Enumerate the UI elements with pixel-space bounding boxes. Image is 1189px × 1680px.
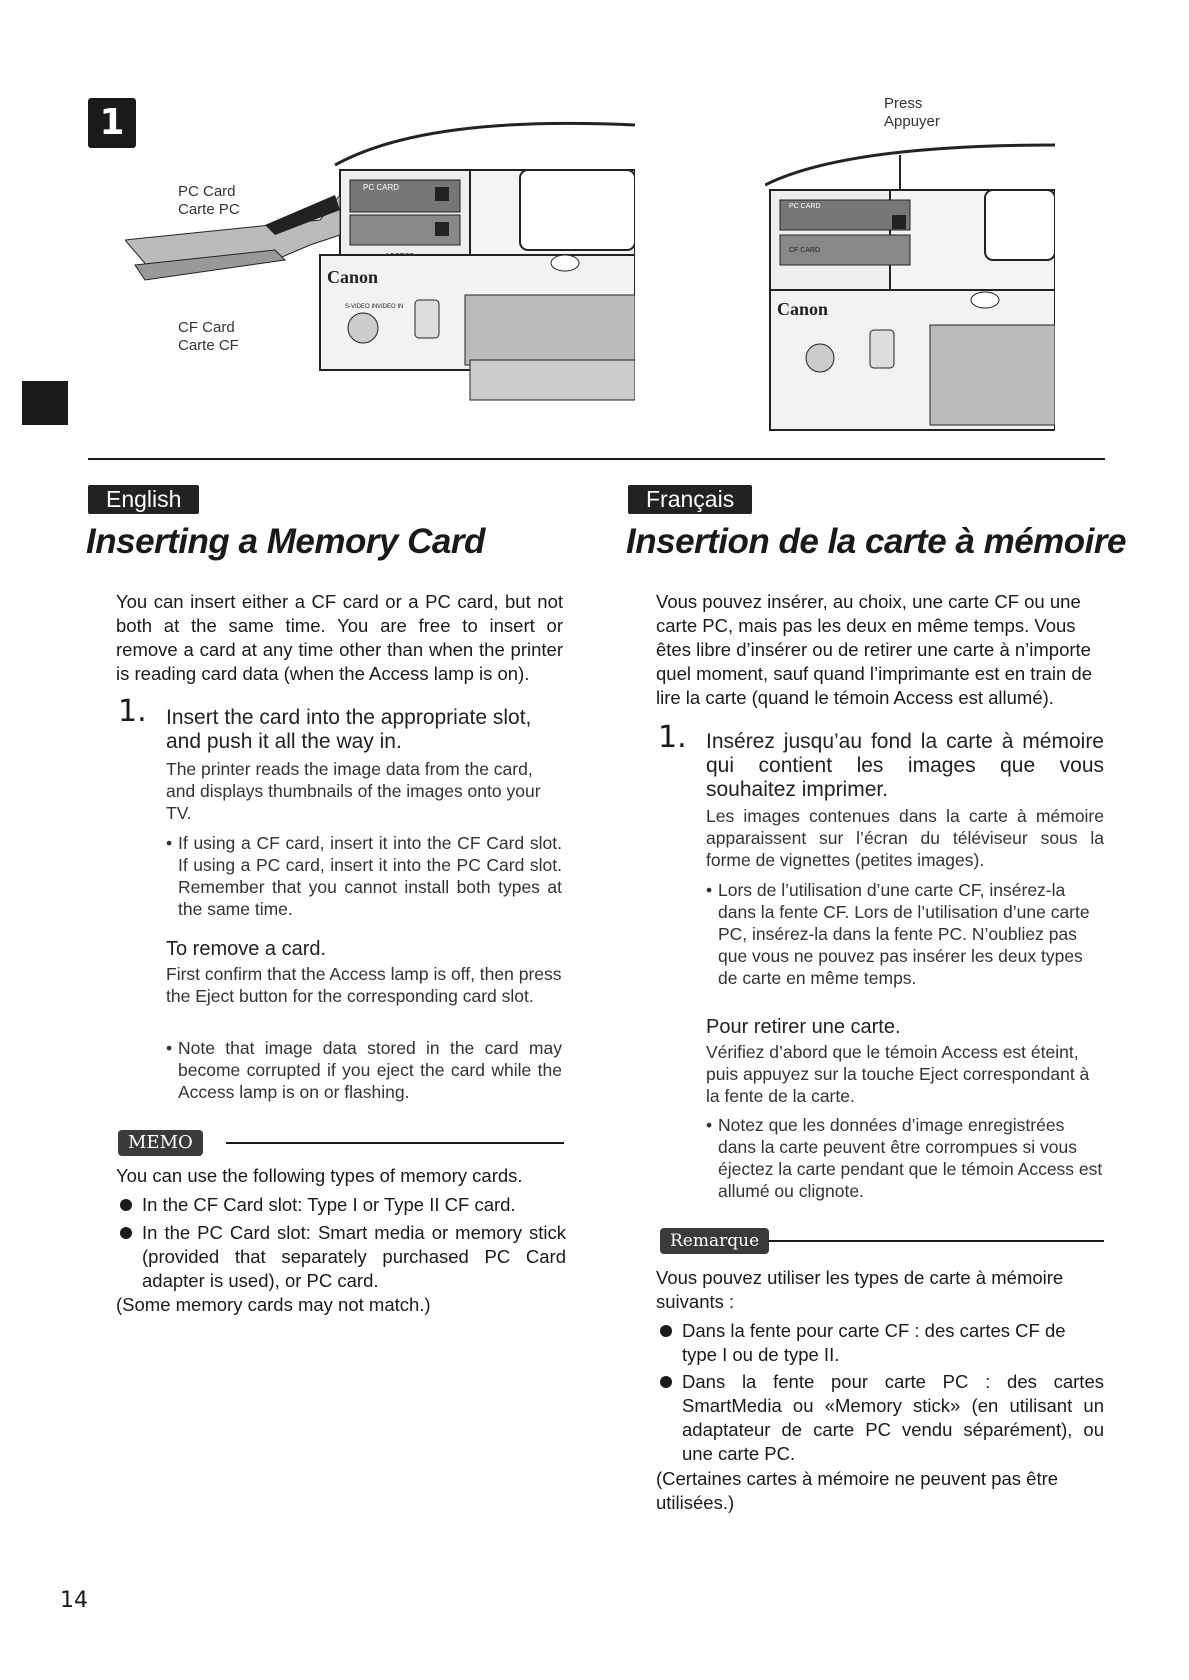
step-heading-french: Insérez jusqu’au fond la carte à mémoire qui contient les images que vous souhaitez imprimer. bbox=[706, 730, 1104, 801]
step-heading-english: Insert the card into the appropriate slot, and push it all the way in. bbox=[166, 706, 532, 753]
memo-item-text: Dans la fente pour carte PC : des cartes SmartMedia ou «Memory stick» (en utilisant un adaptateur de carte PC vendu séparément), ou une carte PC. bbox=[682, 1371, 1104, 1464]
brand-logo: Canon bbox=[327, 267, 379, 287]
memo-rule-french bbox=[768, 1240, 1104, 1242]
bullet-dot bbox=[120, 1227, 132, 1239]
step-bullet-english bbox=[166, 832, 562, 920]
remove-bullet-text-english: Note that image data stored in the card may become corrupted if you eject the card while the Access lamp is on or flashing. bbox=[178, 1038, 562, 1102]
lang-badge-english: English bbox=[88, 485, 199, 514]
press-label-en: Press bbox=[884, 95, 923, 112]
videoin-label: VIDEO IN bbox=[377, 304, 404, 310]
remove-bullet-english bbox=[166, 1037, 562, 1103]
bullet-dot: • bbox=[706, 880, 713, 900]
memo-intro-english: You can use the following types of memory cards. bbox=[116, 1165, 523, 1186]
title-english: Inserting a Memory Card bbox=[86, 522, 485, 561]
printer-insert-illustration bbox=[125, 115, 635, 415]
remove-bullet-french bbox=[706, 1114, 1104, 1202]
slot-pc-label: PC CARD bbox=[363, 183, 400, 192]
printer-eject-illustration bbox=[765, 140, 1055, 435]
memo-item-french bbox=[660, 1370, 1104, 1466]
memo-note-english: (Some memory cards may not match.) bbox=[116, 1294, 431, 1315]
brand-logo-2: Canon bbox=[777, 299, 829, 319]
memo-intro-french: Vous pouvez utiliser les types de carte à mémoire suivants : bbox=[656, 1267, 1064, 1312]
step-bullet-text-french: Lors de l’utilisation d’une carte CF, insérez-la dans la fente CF. Lors de l’utilisation d’une carte PC, insérez-la dans la fente PC. N’oubliez pas que vous ne pouvez pas insérer les deux types de carte en même temps. bbox=[718, 880, 1090, 988]
memo-note-french: (Certaines cartes à mémoire ne peuvent pas être utilisées.) bbox=[656, 1468, 1059, 1513]
slot-cf-label: CF CARD bbox=[789, 247, 821, 254]
bullet-dot: • bbox=[706, 1115, 713, 1135]
remove-heading-english: To remove a card. bbox=[166, 938, 327, 960]
section-divider bbox=[88, 458, 1105, 460]
bullet-dot bbox=[120, 1199, 132, 1211]
remove-desc-english: First confirm that the Access lamp is off, then press the Eject button for the corresponding card slot. bbox=[166, 964, 562, 1006]
remove-bullet-text-french: Notez que les données d’image enregistrées dans la carte peuvent être corrompues si vous éjectez la carte pendant que le témoin Access est allumé ou clignote. bbox=[718, 1115, 1103, 1201]
intro-french: Vous pouvez insérer, au choix, une carte CF ou une carte PC, mais pas les deux en même temps. Vous êtes libre d’insérer ou de retirer une carte à n’importe quel moment, sauf quand l’imprimante est en train de lire la carte (quand le témoin Access est allumé). bbox=[656, 591, 1093, 708]
press-label-fr: Appuyer bbox=[884, 113, 940, 130]
step-desc-french: Les images contenues dans la carte à mémoire apparaissent sur l’écran du téléviseur sous la forme de vignettes (petites images). bbox=[706, 806, 1104, 870]
lang-badge-french: Français bbox=[628, 485, 752, 514]
slot-pc-label-2: PC CARD bbox=[789, 203, 821, 210]
memo-badge-french: Remarque bbox=[660, 1228, 769, 1254]
step-desc-english: The printer reads the image data from the card, and displays thumbnails of the images onto your TV. bbox=[166, 759, 541, 823]
memo-item-english bbox=[120, 1221, 566, 1293]
bullet-dot bbox=[660, 1325, 672, 1337]
step-number-badge: 1 bbox=[88, 98, 136, 148]
section-tab-marker bbox=[22, 381, 68, 425]
bullet-dot: • bbox=[166, 1038, 173, 1058]
cf-card-label-fr: Carte CF bbox=[178, 337, 239, 354]
bullet-dot: • bbox=[166, 833, 173, 853]
step-bullet-french bbox=[706, 879, 1104, 989]
memo-item-french bbox=[660, 1319, 1104, 1367]
memo-rule-english bbox=[226, 1142, 564, 1144]
memo-badge-english: MEMO bbox=[118, 1130, 203, 1156]
step-bullet-text-english: If using a CF card, insert it into the CF Card slot. If using a PC card, insert it into the PC Card slot. Remember that you cannot install both types at the same time. bbox=[178, 833, 562, 919]
remove-heading-french: Pour retirer une carte. bbox=[706, 1016, 901, 1038]
page-number: 14 bbox=[60, 1588, 88, 1613]
memo-item-text: In the PC Card slot: Smart media or memory stick (provided that separately purchased PC Card adapter is used), or PC card. bbox=[142, 1222, 566, 1291]
cf-card-label-en: CF Card bbox=[178, 319, 235, 336]
step-number-french: 1. bbox=[658, 720, 687, 755]
intro-english: You can insert either a CF card or a PC card, but not both at the same time. You are free to insert or remove a card at any time other than when the printer is reading card data (when the Access lamp is on). bbox=[116, 591, 563, 684]
memo-item-text: In the CF Card slot: Type I or Type II CF card. bbox=[142, 1194, 516, 1215]
remove-desc-french: Vérifiez d’abord que le témoin Access est éteint, puis appuyez sur la touche Eject correspondant à la fente de la carte. bbox=[706, 1042, 1090, 1106]
memo-item-text: Dans la fente pour carte CF : des cartes CF de type I ou de type II. bbox=[682, 1320, 1066, 1365]
memo-item-english bbox=[120, 1193, 566, 1217]
pc-card-label-fr: Carte PC bbox=[178, 201, 240, 218]
title-french: Insertion de la carte à mémoire bbox=[626, 522, 1126, 561]
bullet-dot bbox=[660, 1376, 672, 1388]
svideo-label: S-VIDEO IN bbox=[345, 304, 378, 310]
step-number-english: 1. bbox=[118, 694, 147, 729]
pc-card-label-en: PC Card bbox=[178, 183, 236, 200]
